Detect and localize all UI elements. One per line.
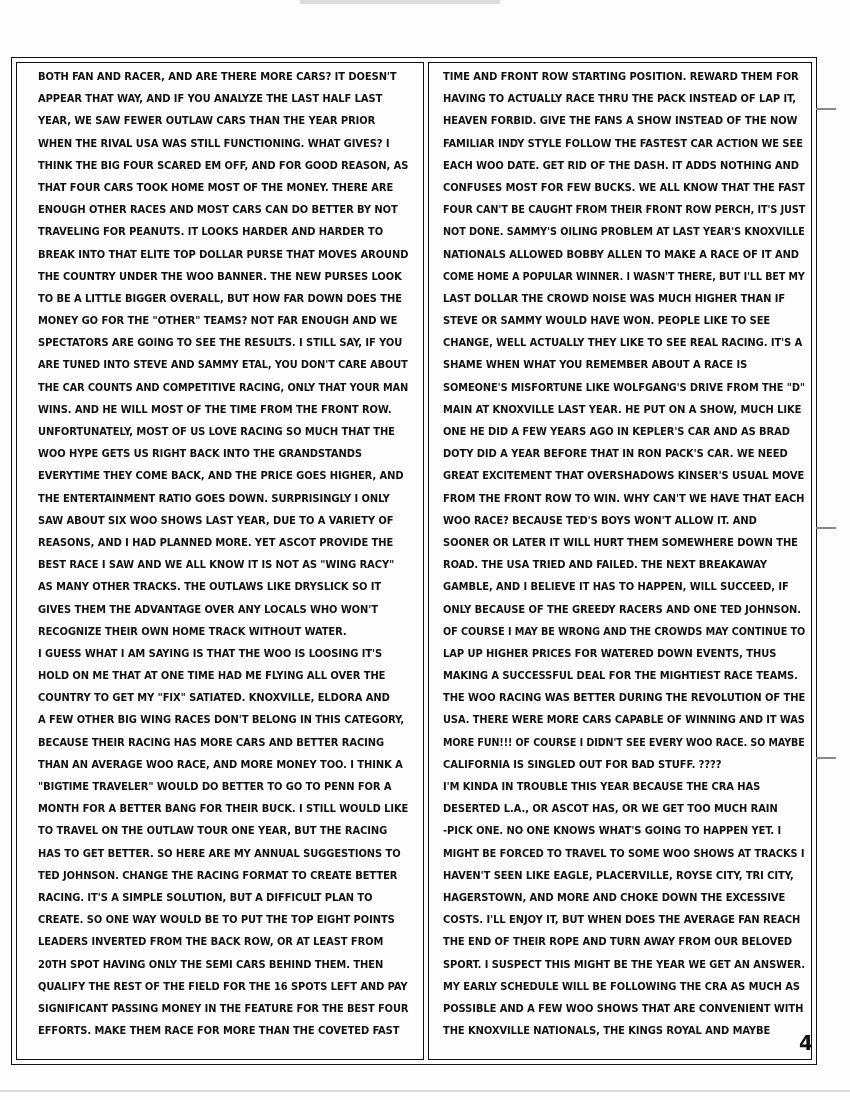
text-line: AS MANY OTHER TRACKS. THE OUTLAWS LIKE DRYSLICK SO IT: [38, 580, 382, 594]
text-line: MAIN AT KNOXVILLE LAST YEAR. HE PUT ON A SHOW, MUCH LIKE: [443, 402, 802, 416]
text-line: EVERYTIME THEY COME BACK, AND THE PRICE GOES HIGHER, AND: [38, 469, 404, 483]
text-line: GAMBLE, AND I BELIEVE IT HAS TO HAPPEN, WILL SUCCEED, IF: [443, 580, 789, 594]
text-line: CONFUSES MOST FOR FEW BUCKS. WE ALL KNOW THAT THE FAST: [443, 180, 805, 194]
text-line: APPEAR THAT WAY, AND IF YOU ANALYZE THE LAST HALF LAST: [38, 92, 383, 106]
text-line: SPECTATORS ARE GOING TO SEE THE RESULTS. I STILL SAY, IF YOU: [38, 336, 403, 350]
left-column-text: [38, 66, 408, 1042]
text-line: HAVING TO ACTUALLY RACE THRU THE PACK INSTEAD OF LAP IT,: [443, 92, 796, 106]
margin-mark: [816, 108, 836, 110]
text-line: POSSIBLE AND A FEW WOO SHOWS THAT ARE CONVENIENT WITH: [443, 1001, 804, 1015]
text-line: HOLD ON ME THAT AT ONE TIME HAD ME FLYING ALL OVER THE: [38, 669, 386, 683]
text-line: QUALIFY THE REST OF THE FIELD FOR THE 16 SPOTS LEFT AND PAY: [38, 979, 408, 993]
text-line: DOTY DID A YEAR BEFORE THAT IN RON PACK'S CAR. WE NEED: [443, 447, 788, 461]
text-line: SAW ABOUT SIX WOO SHOWS LAST YEAR, DUE TO A VARIETY OF: [38, 513, 394, 527]
text-line: YEAR, WE SAW FEWER OUTLAW CARS THAN THE YEAR PRIOR: [38, 114, 376, 128]
text-line: BOTH FAN AND RACER, AND ARE THERE MORE CARS? IT DOESN'T: [38, 70, 397, 83]
text-line: OF COURSE I MAY BE WRONG AND THE CROWDS MAY CONTINUE TO: [443, 624, 806, 638]
margin-mark: [816, 757, 836, 759]
text-line: I'M KINDA IN TROUBLE THIS YEAR BECAUSE THE CRA HAS: [443, 780, 761, 793]
text-line: ONLY BECAUSE OF THE GREEDY RACERS AND ONE TED JOHNSON.: [443, 602, 802, 616]
text-line: BEST RACE I SAW AND WE ALL KNOW IT IS NOT AS "WING RACY": [38, 558, 395, 572]
text-line: THE WOO RACING WAS BETTER DURING THE REVOLUTION OF THE: [443, 691, 806, 705]
text-line: RACING. IT'S A SIMPLE SOLUTION, BUT A DIFFICULT PLAN TO: [38, 890, 373, 904]
text-line: LAST DOLLAR THE CROWD NOISE WAS MUCH HIGHER THAN IF: [443, 291, 786, 305]
text-line: WHEN THE RIVAL USA WAS STILL FUNCTIONING. WHAT GIVES? I: [38, 136, 390, 150]
text-line: COUNTRY TO GET MY "FIX" SATIATED. KNOXVILLE, ELDORA AND: [38, 691, 390, 705]
text-line: LEADERS INVERTED FROM THE BACK ROW, OR AT LEAST FROM: [38, 935, 384, 949]
text-line: MORE FUN!!! OF COURSE I DIDN'T SEE EVERY WOO RACE. SO MAYBE: [443, 735, 805, 749]
text-line: SIGNIFICANT PASSING MONEY IN THE FEATURE FOR THE BEST FOUR: [38, 1001, 409, 1015]
page-number: 4: [799, 1031, 813, 1055]
text-line: WOO HYPE GETS US RIGHT BACK INTO THE GRANDSTANDS: [38, 447, 362, 461]
text-line: MIGHT BE FORCED TO TRAVEL TO SOME WOO SHOWS AT TRACKS I: [443, 846, 805, 860]
text-line: WOO RACE? BECAUSE TED'S BOYS WON'T ALLOW IT. AND: [443, 513, 757, 527]
text-line: SHAME WHEN WHAT YOU REMEMBER ABOUT A RACE IS: [443, 358, 748, 372]
text-line: DESERTED L.A., OR ASCOT HAS, OR WE GET TOO MUCH RAIN: [443, 802, 778, 816]
text-line: LAP UP HIGHER PRICES FOR WATERED DOWN EVENTS, THUS: [443, 646, 777, 660]
text-line: ROAD. THE USA TRIED AND FAILED. THE NEXT BREAKAWAY: [443, 558, 767, 572]
text-line: FAMILIAR INDY STYLE FOLLOW THE FASTEST CAR ACTION WE SEE: [443, 136, 803, 150]
text-line: THAN AN AVERAGE WOO RACE, AND MORE MONEY TOO. I THINK A: [38, 757, 403, 771]
text-line: TO TRAVEL ON THE OUTLAW TOUR ONE YEAR, BUT THE RACING: [38, 824, 388, 838]
text-line: MONTH FOR A BETTER BANG FOR THEIR BUCK. I STILL WOULD LIKE: [38, 802, 409, 816]
text-line: TED JOHNSON. CHANGE THE RACING FORMAT TO CREATE BETTER: [38, 868, 398, 882]
text-line: MAKING A SUCCESSFUL DEAL FOR THE MIGHTIEST RACE TEAMS.: [443, 669, 798, 683]
text-line: GIVES THEM THE ADVANTAGE OVER ANY LOCALS WHO WON'T: [38, 602, 378, 616]
text-line: SPORT. I SUSPECT THIS MIGHT BE THE YEAR WE GET AN ANSWER.: [443, 957, 806, 971]
text-line: HAGERSTOWN, AND MORE AND CHOKE DOWN THE EXCESSIVE: [443, 890, 786, 904]
text-line: BREAK INTO THAT ELITE TOP DOLLAR PURSE THAT MOVES AROUND: [38, 247, 409, 261]
text-line: A FEW OTHER BIG WING RACES DON'T BELONG IN THIS CATEGORY,: [38, 713, 405, 727]
text-line: -PICK ONE. NO ONE KNOWS WHAT'S GOING TO HAPPEN YET. I: [443, 824, 782, 838]
bottom-rule: [0, 1090, 850, 1092]
text-line: FROM THE FRONT ROW TO WIN. WHY CAN'T WE HAVE THAT EACH: [443, 491, 805, 505]
text-line: STEVE OR SAMMY WOULD HAVE WON. PEOPLE LIKE TO SEE: [443, 314, 771, 328]
text-line: MONEY GO FOR THE "OTHER" TEAMS? NOT FAR ENOUGH AND WE: [38, 314, 398, 328]
text-line: THE CAR COUNTS AND COMPETITIVE RACING, ONLY THAT YOUR MAN: [38, 380, 409, 394]
text-line: NOT DONE. SAMMY'S OILING PROBLEM AT LAST YEAR'S KNOXVILLE: [443, 225, 805, 239]
right-column-text: [443, 66, 805, 1042]
text-line: WINS. AND HE WILL MOST OF THE TIME FROM THE FRONT ROW.: [38, 402, 392, 416]
text-line: ENOUGH OTHER RACES AND MOST CARS CAN DO BETTER BY NOT: [38, 203, 398, 217]
text-line: TIME AND FRONT ROW STARTING POSITION. REWARD THEM FOR: [443, 70, 799, 83]
text-line: MY EARLY SCHEDULE WILL BE FOLLOWING THE CRA AS MUCH AS: [443, 979, 800, 993]
text-line: HEAVEN FORBID. GIVE THE FANS A SHOW INSTEAD OF THE NOW: [443, 114, 798, 128]
scan-smudge: [300, 0, 500, 4]
text-line: GREAT EXCITEMENT THAT OVERSHADOWS KINSER'S USUAL MOVE: [443, 469, 805, 483]
text-line: THE KNOXVILLE NATIONALS, THE KINGS ROYAL AND MAYBE: [443, 1024, 771, 1038]
text-line: NATIONALS ALLOWED BOBBY ALLEN TO MAKE A RACE OF IT AND: [443, 247, 799, 261]
text-line: THE COUNTRY UNDER THE WOO BANNER. THE NEW PURSES LOOK: [38, 269, 402, 283]
text-line: ARE TUNED INTO STEVE AND SAMMY ETAL, YOU DON'T CARE ABOUT: [38, 358, 408, 372]
text-line: CREATE. SO ONE WAY WOULD BE TO PUT THE TOP EIGHT POINTS: [38, 913, 395, 927]
text-line: THAT FOUR CARS TOOK HOME MOST OF THE MONEY. THERE ARE: [38, 180, 394, 194]
text-line: "BIGTIME TRAVELER" WOULD DO BETTER TO GO TO PENN FOR A: [38, 780, 392, 793]
text-line: 20TH SPOT HAVING ONLY THE SEMI CARS BEHIND THEM. THEN: [38, 957, 384, 971]
text-line: FOUR CAN'T BE CAUGHT FROM THEIR FRONT ROW PERCH, IT'S JUST: [443, 203, 806, 217]
text-line: USA. THERE WERE MORE CARS CAPABLE OF WINNING AND IT WAS: [443, 713, 805, 727]
text-line: EACH WOO DATE. GET RID OF THE DASH. IT ADDS NOTHING AND: [443, 158, 799, 172]
text-line: EFFORTS. MAKE THEM RACE FOR MORE THAN THE COVETED FAST: [38, 1024, 400, 1038]
text-line: SOMEONE'S MISFORTUNE LIKE WOLFGANG'S DRIVE FROM THE "D": [443, 380, 805, 394]
text-line: I GUESS WHAT I AM SAYING IS THAT THE WOO IS LOOSING IT'S: [38, 646, 383, 660]
text-line: CALIFORNIA IS SINGLED OUT FOR BAD STUFF. ????: [443, 757, 722, 771]
text-line: SOONER OR LATER IT WILL HURT THEM SOMEWHERE DOWN THE: [443, 535, 798, 549]
text-line: HAVEN'T SEEN LIKE EAGLE, PLACERVILLE, ROYSE CITY, TRI CITY,: [443, 868, 794, 882]
text-line: BECAUSE THEIR RACING HAS MORE CARS AND BETTER RACING: [38, 735, 385, 749]
text-line: UNFORTUNATELY, MOST OF US LOVE RACING SO MUCH THAT THE: [38, 425, 395, 438]
text-line: THE ENTERTAINMENT RATIO GOES DOWN. SURPRISINGLY I ONLY: [38, 491, 390, 505]
text-line: TO BE A LITTLE BIGGER OVERALL, BUT HOW FAR DOWN DOES THE: [38, 291, 402, 305]
text-line: CHANGE, WELL ACTUALLY THEY LIKE TO SEE REAL RACING. IT'S A: [443, 336, 803, 350]
text-line: RECOGNIZE THEIR OWN HOME TRACK WITHOUT WATER.: [38, 624, 347, 638]
text-line: COSTS. I'LL ENJOY IT, BUT WHEN DOES THE AVERAGE FAN REACH: [443, 913, 801, 927]
text-line: TRAVELING FOR PEANUTS. IT LOOKS HARDER AND HARDER TO: [38, 225, 384, 239]
text-line: ONE HE DID A FEW YEARS AGO IN KEPLER'S CAR AND AS BRAD: [443, 425, 790, 438]
text-line: COME HOME A POPULAR WINNER. I WASN'T THERE, BUT I'LL BET MY: [443, 269, 805, 283]
text-line: HAS TO GET BETTER. SO HERE ARE MY ANNUAL SUGGESTIONS TO: [38, 846, 401, 860]
text-line: THE END OF THEIR ROPE AND TURN AWAY FROM OUR BELOVED: [443, 935, 793, 949]
text-line: THINK THE BIG FOUR SCARED EM OFF, AND FOR GOOD REASON, AS: [38, 158, 409, 172]
margin-mark: [816, 527, 836, 529]
text-line: REASONS, AND I HAD PLANNED MORE. YET ASCOT PROVIDE THE: [38, 535, 394, 549]
